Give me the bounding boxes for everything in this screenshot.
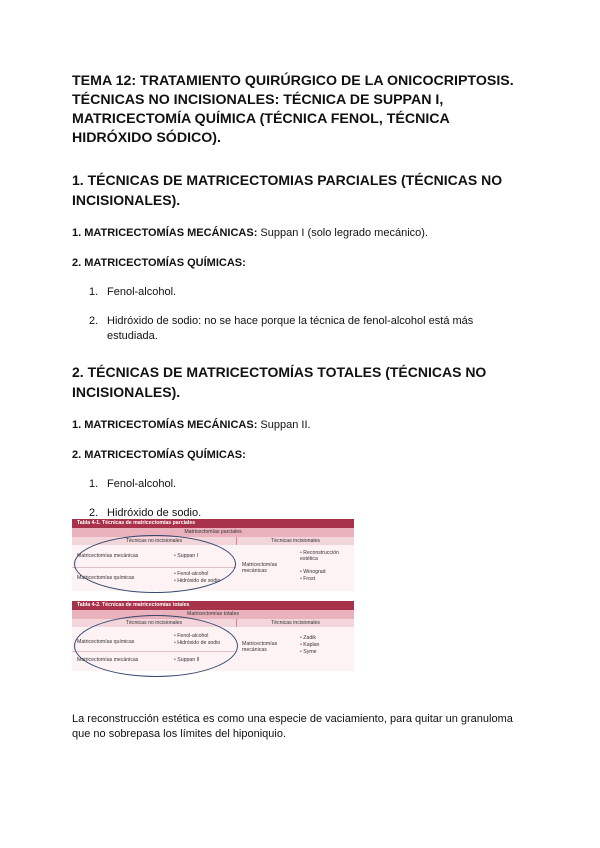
heading-line: 1. TÉCNICAS DE MATRICECTOMIAS PARCIALES (TÉCNICAS NO xyxy=(72,172,503,188)
page-title xyxy=(72,72,532,148)
mechanical-label: 1. MATRICECTOMÍAS MECÁNICAS: xyxy=(72,227,258,239)
section1-chemical-label: 2. MATRICECTOMÍAS QUÍMICAS: xyxy=(72,257,246,269)
table2-right-label: Matricectomías mecánicas xyxy=(242,641,278,653)
list-number: 1. xyxy=(89,478,99,490)
table2-header: Matricectomías totales xyxy=(72,610,354,619)
section1-heading xyxy=(72,170,532,210)
highlight-oval xyxy=(74,535,236,593)
document-body xyxy=(72,72,532,521)
paragraph-line: que no sobrepasa los límites del hiponiquio. xyxy=(72,728,287,740)
table1-row2-label: Matricectomías químicas xyxy=(77,575,135,581)
list-text: Hidróxido de sodio. xyxy=(107,507,202,519)
mechanical-label: 1. MATRICECTOMÍAS MECÁNICAS: xyxy=(72,419,258,431)
heading-line: 2. TÉCNICAS DE MATRICECTOMÍAS TOTALES (TÉCNICAS NO xyxy=(72,364,487,380)
table1-right-item: • Reconstrucción estética xyxy=(300,550,350,562)
table1-row1-item: • Suppan I xyxy=(174,553,198,559)
title-line: MATRICECTOMÍA QUÍMICA (TÉCNICA FENOL, TÉCNICA xyxy=(72,111,450,127)
table1-right-label: Matricectomías mecánicas xyxy=(242,562,278,574)
list-item xyxy=(72,477,532,492)
list-item xyxy=(72,314,532,344)
table2-right-item: • Zadik xyxy=(300,635,316,641)
mechanical-text: Suppan I (solo legrado mecánico). xyxy=(257,227,428,239)
list-item xyxy=(72,285,532,300)
col-left-header: Técnicas no incisionales xyxy=(72,537,237,545)
table1-body xyxy=(72,545,354,591)
heading-line: INCISIONALES). xyxy=(72,192,181,208)
table1-row2-item: • Fenol-alcohol xyxy=(174,571,208,577)
table1-header: Matricectomías parciales xyxy=(72,528,354,537)
list-number: 2. xyxy=(89,315,99,327)
table2-right-item: • Kaplan xyxy=(300,642,319,648)
table2-caption: Tabla 4-2. Técnicas de matricectomías totales xyxy=(72,601,354,610)
closing-paragraph xyxy=(72,712,532,742)
table2-row1-label: Matricectomías químicas xyxy=(77,639,135,645)
table2-row1-item: • Hidróxido de sodio xyxy=(174,640,220,646)
table2-body xyxy=(72,627,354,671)
table2-row2-label: Matricectomías mecánicas xyxy=(77,657,139,663)
col-right-header: Técnicas incisionales xyxy=(270,620,320,626)
table1-right-item: • Winograd xyxy=(300,569,325,575)
title-line: HIDRÓXIDO SÓDICO). xyxy=(72,130,221,146)
list-text: Hidróxido de sodio: no se hace porque la técnica de fenol-alcohol está más xyxy=(107,315,474,327)
mechanical-text: Suppan II. xyxy=(257,419,311,431)
table2-right-item: • Syme xyxy=(300,649,317,655)
col-right-header: Técnicas incisionales xyxy=(270,538,320,544)
list-text: Fenol-alcohol. xyxy=(107,286,177,298)
table2-row2-item: • Suppan II xyxy=(174,657,199,663)
section2-mechanical xyxy=(72,418,532,433)
list-number: 2. xyxy=(89,507,99,519)
tables-figure xyxy=(72,519,354,683)
paragraph-line: La reconstrucción estética es como una especie de vaciamiento, para quitar un granuloma xyxy=(72,713,513,725)
list-text: Fenol-alcohol. xyxy=(107,478,177,490)
section2-chemical-label: 2. MATRICECTOMÍAS QUÍMICAS: xyxy=(72,449,246,461)
section1-mechanical xyxy=(72,226,532,241)
table1-caption: Tabla 4-1. Técnicas de matricectomías parciales xyxy=(72,519,354,528)
table2-row1-item: • Fenol-alcohol xyxy=(174,633,208,639)
section2-heading xyxy=(72,362,532,402)
list-text: estudiada. xyxy=(107,330,158,342)
table1-right-item: • Frost xyxy=(300,576,315,582)
list-number: 1. xyxy=(89,286,99,298)
table1-row1-label: Matricectomías mecánicas xyxy=(77,553,139,559)
highlight-oval xyxy=(74,615,238,677)
col-left-header: Técnicas no incisionales xyxy=(72,619,237,627)
title-line: TEMA 12: TRATAMIENTO QUIRÚRGICO DE LA ONICOCRIPTOSIS. xyxy=(72,73,514,89)
table1-row2-item: • Hidróxido de sodio xyxy=(174,578,220,584)
heading-line: INCISIONALES). xyxy=(72,384,181,400)
title-line: TÉCNICAS NO INCISIONALES: TÉCNICA DE SUPPAN I, xyxy=(72,92,444,108)
